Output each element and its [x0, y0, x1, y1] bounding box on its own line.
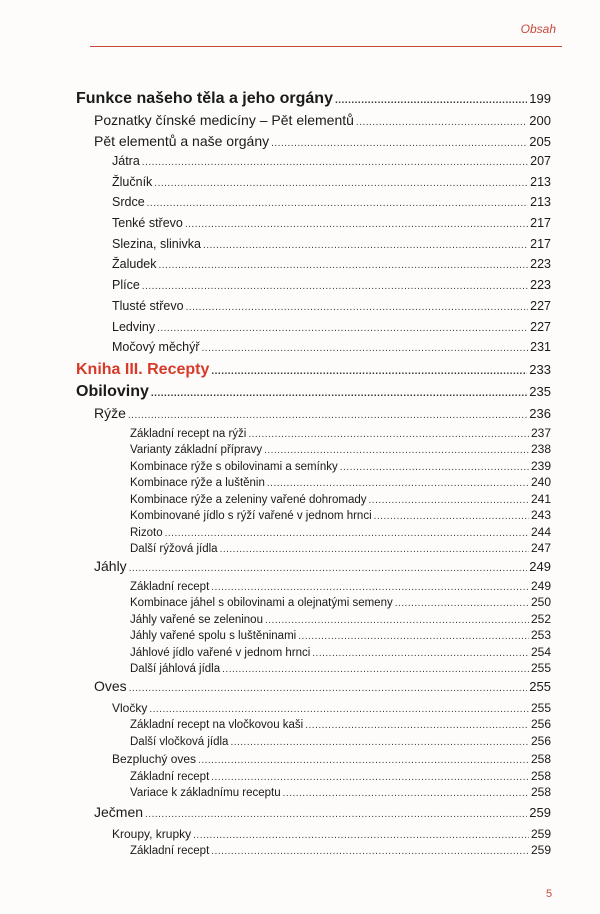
leader-dots [283, 788, 529, 799]
toc-page: 250 [530, 595, 551, 610]
toc-page: 207 [530, 154, 551, 168]
toc-title: Kombinované jídlo s rýží vařené v jednom hrnci [130, 510, 372, 523]
toc-title: Kombinace rýže a luštěnin [130, 477, 265, 490]
leader-dots [264, 445, 529, 456]
toc-page: 217 [530, 236, 551, 251]
toc-page: 255 [529, 678, 551, 694]
leader-dots [335, 95, 527, 106]
leader-dots [193, 830, 529, 841]
toc-title: Vločky [112, 700, 148, 715]
toc-entry[interactable] [76, 645, 551, 662]
leader-dots [149, 704, 529, 715]
leader-dots [185, 219, 528, 230]
toc-entry[interactable] [76, 133, 551, 154]
toc-page: 259 [530, 843, 551, 858]
toc-page: 205 [529, 134, 551, 149]
toc-entry[interactable] [76, 827, 551, 844]
toc-entry[interactable] [76, 278, 551, 299]
toc-page: 235 [529, 383, 551, 399]
toc-page: 223 [530, 278, 551, 293]
section-label: Obsah [520, 22, 556, 36]
toc-entry[interactable] [76, 442, 551, 459]
leader-dots [158, 260, 528, 271]
leader-dots [211, 772, 529, 783]
leader-dots [298, 631, 529, 642]
toc-page: 240 [530, 475, 551, 490]
toc-title: Další vločková jídla [130, 735, 229, 748]
toc-entry[interactable] [76, 216, 551, 237]
toc-page: 256 [530, 733, 551, 748]
toc-page: 238 [530, 442, 551, 457]
leader-dots [154, 178, 528, 189]
toc-title: Oves [94, 677, 127, 694]
toc-title: Pět elementů a naše orgány [94, 133, 270, 149]
toc-entry[interactable] [76, 701, 551, 718]
leader-dots [128, 410, 527, 421]
leader-dots [271, 138, 527, 149]
leader-dots [211, 582, 529, 593]
toc-entry[interactable] [76, 459, 551, 476]
toc-entry[interactable] [76, 541, 551, 558]
toc-title: Základní recept na vločkovou kaši [130, 719, 304, 732]
page-number: 5 [546, 888, 553, 900]
toc-entry[interactable] [76, 195, 551, 216]
toc-title: Rýže [94, 404, 126, 421]
toc-entry[interactable] [76, 752, 551, 769]
leader-dots [147, 198, 528, 209]
toc-title: Ledviny [112, 319, 156, 334]
leader-dots [142, 157, 528, 168]
leader-dots [142, 281, 528, 292]
toc-page: 255 [530, 700, 551, 715]
toc-title: Další jáhlová jídla [130, 663, 221, 676]
toc-title: Tenké střevo [112, 216, 183, 231]
toc-title: Základní recept na rýži [130, 427, 247, 440]
leader-dots [356, 117, 527, 128]
toc-entry[interactable] [76, 734, 551, 751]
leader-dots [305, 720, 529, 731]
toc-page: 223 [530, 257, 551, 272]
toc-entry[interactable] [76, 405, 551, 426]
toc-page: 258 [530, 752, 551, 767]
leader-dots [129, 683, 528, 694]
toc-page: 258 [530, 768, 551, 783]
leader-dots [211, 846, 529, 857]
toc-title: Kombinace jáhel s obilovinami a olejnatými semeny [130, 597, 393, 610]
toc-entry[interactable] [76, 340, 551, 361]
toc-title: Kniha III. Recepty [76, 360, 210, 378]
toc-page: 259 [529, 804, 551, 820]
toc-entry[interactable] [76, 628, 551, 645]
toc-entry[interactable] [76, 475, 551, 492]
toc-entry[interactable] [76, 320, 551, 341]
toc-page: 200 [529, 113, 551, 128]
leader-dots [230, 737, 529, 748]
toc-title: Srdce [112, 195, 145, 210]
toc-page: 237 [530, 425, 551, 440]
toc-entry[interactable] [76, 661, 551, 678]
toc-title: Poznatky čínské medicíny – Pět elementů [94, 112, 354, 128]
toc-title: Ječmen [94, 803, 144, 820]
toc-page: 231 [530, 340, 551, 355]
leader-dots [369, 495, 529, 506]
leader-dots [248, 429, 529, 440]
toc-page: 256 [530, 717, 551, 732]
toc-page: 199 [529, 91, 551, 106]
leader-dots [220, 544, 529, 555]
toc-title: Kombinace rýže s obilovinami a semínky [130, 460, 338, 473]
toc-page: 244 [530, 524, 551, 539]
leader-dots [395, 598, 529, 609]
toc-title: Játra [112, 154, 140, 168]
toc-page: 249 [529, 558, 551, 574]
toc-entry[interactable] [76, 90, 551, 112]
toc-entry[interactable] [76, 769, 551, 786]
toc-title: Funkce našeho těla a jeho orgány [76, 90, 333, 107]
leader-dots [198, 755, 529, 766]
toc-page: 217 [530, 216, 551, 231]
toc-page: 255 [530, 661, 551, 676]
toc-title: Jáhly [94, 557, 127, 574]
toc-entry[interactable] [76, 508, 551, 525]
toc-page: 227 [530, 319, 551, 334]
toc-entry[interactable] [76, 612, 551, 629]
leader-dots [145, 809, 527, 820]
toc-entry[interactable] [76, 785, 551, 802]
toc-page: 236 [529, 405, 551, 421]
leader-dots [203, 240, 528, 251]
toc-title: Kombinace rýže a zeleniny vařené dohromady [130, 493, 367, 506]
toc-page: 253 [530, 628, 551, 643]
toc-page: 241 [530, 491, 551, 506]
toc-entry[interactable] [76, 112, 551, 133]
toc-title: Základní recept [130, 580, 210, 593]
toc-page: 249 [530, 578, 551, 593]
toc-page: 213 [530, 174, 551, 189]
toc-page: 254 [530, 644, 551, 659]
toc-entry[interactable] [76, 154, 551, 175]
toc-title: Kroupy, krupky [112, 826, 192, 841]
toc-entry[interactable] [76, 237, 551, 258]
toc-title: Varianty základní přípravy [130, 444, 263, 457]
toc-title: Močový měchýř [112, 340, 200, 355]
toc-entry[interactable] [76, 579, 551, 596]
toc-title: Bezpluchý oves [112, 752, 197, 767]
toc-entry[interactable] [76, 843, 551, 860]
toc-title: Jáhlové jídlo vařené v jednom hrnci [130, 646, 311, 659]
table-of-contents [76, 90, 551, 860]
leader-dots [222, 664, 529, 675]
toc-title: Rizoto [130, 526, 163, 539]
leader-dots [157, 323, 528, 334]
leader-dots [151, 388, 527, 399]
toc-page: 258 [530, 785, 551, 800]
toc-entry[interactable] [76, 717, 551, 734]
toc-title: Jáhly vařené se zeleninou [130, 613, 263, 626]
toc-entry[interactable] [76, 257, 551, 278]
toc-title: Tlusté střevo [112, 298, 184, 313]
toc-title: Obiloviny [76, 382, 149, 400]
toc-title: Jáhly vařené spolu s luštěninami [130, 630, 297, 643]
toc-entry[interactable] [76, 525, 551, 542]
leader-dots [165, 528, 529, 539]
toc-entry[interactable] [76, 678, 551, 699]
toc-title: Slezina, slinivka [112, 236, 201, 251]
leader-dots [374, 511, 529, 522]
toc-page: 252 [530, 611, 551, 626]
toc-page: 259 [530, 826, 551, 841]
toc-page: 227 [530, 298, 551, 313]
toc-page: 239 [530, 458, 551, 473]
toc-page: 243 [530, 508, 551, 523]
leader-dots [129, 563, 528, 574]
leader-dots [265, 615, 529, 626]
leader-dots [312, 648, 529, 659]
toc-title: Základní recept [130, 845, 210, 858]
toc-entry[interactable] [76, 558, 551, 579]
toc-entry[interactable] [76, 804, 551, 825]
page-header [90, 0, 562, 47]
toc-entry[interactable] [76, 383, 551, 405]
leader-dots [340, 462, 529, 473]
toc-title: Žaludek [112, 257, 157, 272]
toc-entry[interactable] [76, 426, 551, 443]
leader-dots [267, 478, 529, 489]
leader-dots [211, 366, 527, 377]
toc-entry[interactable] [76, 175, 551, 196]
toc-page: 213 [530, 195, 551, 210]
toc-page: 247 [530, 541, 551, 556]
toc-entry[interactable] [76, 299, 551, 320]
leader-dots [186, 302, 529, 313]
toc-title: Variace k základnímu receptu [130, 787, 281, 800]
toc-entry[interactable] [76, 595, 551, 612]
toc-title: Žlučník [112, 174, 153, 189]
toc-page: 233 [529, 361, 551, 377]
toc-title: Další rýžová jídla [130, 543, 218, 556]
toc-title: Plíce [112, 278, 140, 293]
toc-title: Základní recept [130, 770, 210, 783]
leader-dots [202, 343, 529, 354]
toc-entry[interactable] [76, 492, 551, 509]
toc-entry[interactable] [76, 361, 551, 383]
